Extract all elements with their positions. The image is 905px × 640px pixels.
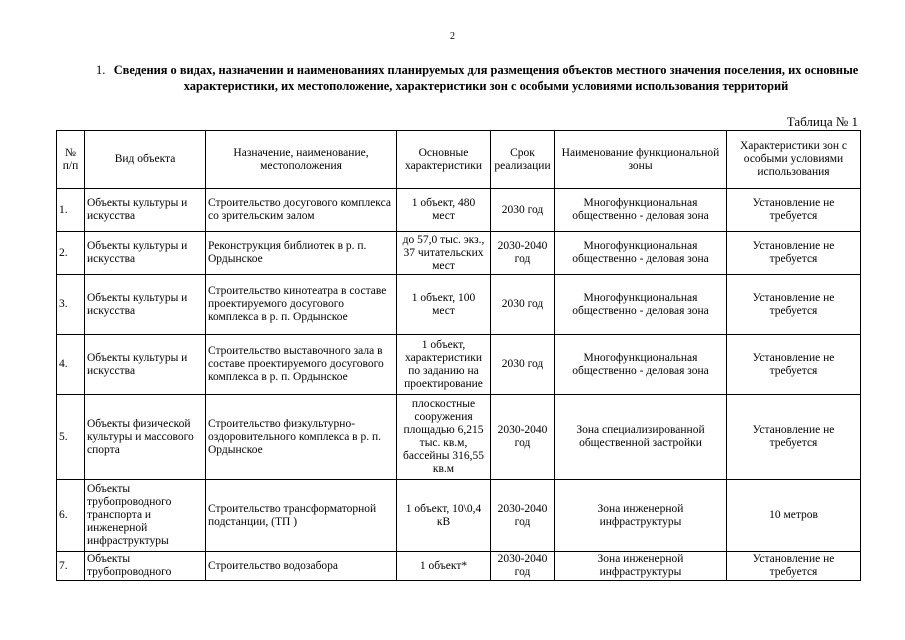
table-caption: Таблица № 1 [786,114,858,129]
table-row [57,189,861,232]
cell-restrictions: Установление не требуется [727,232,861,275]
cell-purpose: Строительство трансформаторной подстанции, (ТП ) [206,480,397,552]
cell-term: 2030 год [491,335,555,395]
cell-type: Объекты культуры и искусства [85,335,206,395]
cell-characteristics: 1 объект* [397,552,491,581]
table-row [57,395,861,480]
cell-purpose: Строительство физкультурно-оздоровительного комплекса в р. п. Ордынское [206,395,397,480]
cell-type [85,552,206,581]
cell-term: 2030-2040 год [491,395,555,480]
cell-characteristics: плоскостные сооружения площадью 6,215 тыс. кв.м, бассейны 316,55 кв.м [397,395,491,480]
header-term: Срок реализации [491,131,555,189]
header-restrictions: Характеристики зон с особыми условиями использования [727,131,861,189]
section-heading [96,62,860,94]
cell-restrictions: Установление не требуется [727,395,861,480]
header-characteristics: Основные характеристики [397,131,491,189]
cell-restrictions: Установление не требуется [727,552,861,581]
cell-term: 2030-2040 год [491,480,555,552]
cell-term: 2030 год [491,275,555,335]
cell-zone: Многофункциональная общественно - деловая зона [555,189,727,232]
cell-purpose: Строительство водозабора [206,552,397,581]
heading-text: Сведения о видах, назначении и наименованиях планируемых для размещения объектов местного значения поселения, их основные характеристики, их местоположение, характеристики зон с особыми условиями использования территорий [113,63,859,93]
table-row [57,232,861,275]
header-purpose: Назначение, наименование, местоположения [206,131,397,189]
header-zone: Наименование функциональной зоны [555,131,727,189]
cell-zone: Многофункциональная общественно - деловая зона [555,275,727,335]
cell-num: 6. [57,480,85,552]
cell-type: Объекты трубопроводного транспорта и инженерной инфраструктуры [85,480,206,552]
cell-num: 2. [57,232,85,275]
cell-zone: Зона специализированной общественной застройки [555,395,727,480]
cell-zone: Многофункциональная общественно - деловая зона [555,232,727,275]
cell-restrictions: 10 метров [727,480,861,552]
cell-num: 1. [57,189,85,232]
cell-restrictions: Установление не требуется [727,335,861,395]
page-number: 2 [450,31,455,42]
cell-term: 2030-2040 год [491,552,555,581]
cell-num: 7. [57,552,85,581]
cell-type: Объекты культуры и искусства [85,275,206,335]
cell-zone: Зона инженерной инфраструктуры [555,552,727,581]
cell-term: 2030 год [491,189,555,232]
cell-num: 3. [57,275,85,335]
cell-characteristics: 1 объект, 10\0,4 кВ [397,480,491,552]
cell-num: 5. [57,395,85,480]
cell-characteristics: 1 объект, характеристики по заданию на проектирование [397,335,491,395]
table-row [57,552,861,581]
cell-purpose: Строительство выставочного зала в составе проектируемого досугового комплекса в р. п. Ордынское [206,335,397,395]
cell-num: 4. [57,335,85,395]
heading-number: 1. [96,63,106,77]
table-row [57,335,861,395]
cell-characteristics: 1 объект, 480 мест [397,189,491,232]
header-num: № п/п [57,131,85,189]
cell-characteristics: 1 объект, 100 мест [397,275,491,335]
cell-purpose: Строительство кинотеатра в составе проектируемого досугового комплекса в р. п. Ордынское [206,275,397,335]
header-type: Вид объекта [85,131,206,189]
cell-restrictions: Установление не требуется [727,189,861,232]
cell-purpose: Строительство досугового комплекса со зрительским залом [206,189,397,232]
cell-type: Объекты культуры и искусства [85,189,206,232]
cell-type-text: Объекты трубопроводного [87,553,172,578]
cell-zone: Многофункциональная общественно - деловая зона [555,335,727,395]
cell-characteristics: до 57,0 тыс. экз., 37 читательских мест [397,232,491,275]
table-row [57,275,861,335]
cell-purpose: Реконструкция библиотек в р. п. Ордынское [206,232,397,275]
cell-zone: Зона инженерной инфраструктуры [555,480,727,552]
cell-type: Объекты физической культуры и массового спорта [85,395,206,480]
cell-type: Объекты культуры и искусства [85,232,206,275]
table-header-row [57,131,861,189]
cell-term: 2030-2040 год [491,232,555,275]
cell-restrictions: Установление не требуется [727,275,861,335]
table-row [57,480,861,552]
objects-table [56,130,861,581]
